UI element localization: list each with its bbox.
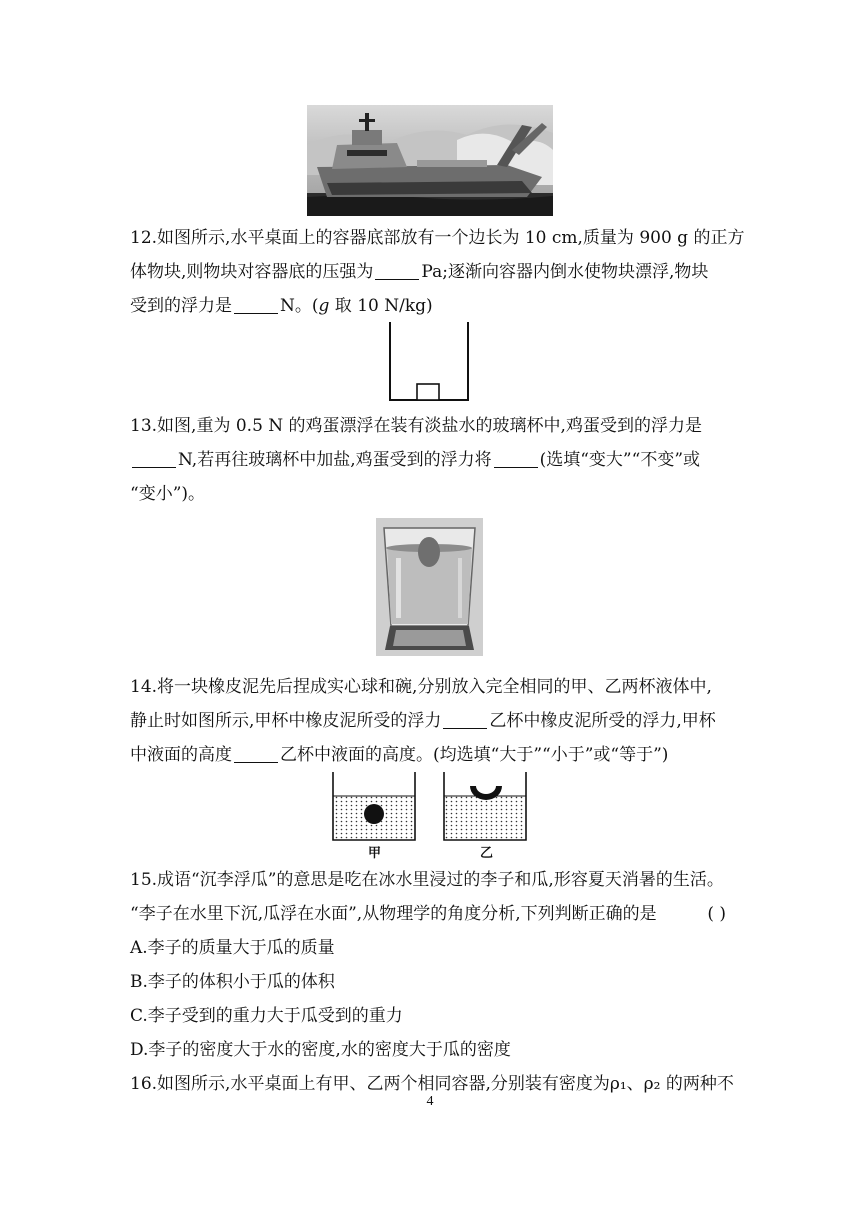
q15-line1: 15.成语“沉李浮瓜”的意思是吃在冰水里浸过的李子和瓜,形容夏天消暑的生活。 [130, 870, 724, 890]
cup-label-left: 甲 [368, 846, 382, 861]
q12-line3-text-b: N。( [280, 296, 319, 316]
answer-blank [234, 293, 278, 314]
q12-line3 [130, 289, 732, 323]
answer-blank [375, 259, 419, 280]
q15-option-c: C.李子受到的重力大于瓜受到的重力 [130, 1006, 403, 1026]
q15-option-a: A.李子的质量大于瓜的质量 [130, 938, 335, 958]
q14-line2-text-a: 静止时如图所示,甲杯中橡皮泥所受的浮力 [130, 711, 442, 731]
g-symbol: g [318, 296, 330, 316]
container-with-block-figure [385, 322, 475, 404]
q12-line3-text-c: 取 10 N/kg) [329, 296, 433, 316]
q13-line2-text-a: N,若再往玻璃杯中加盐,鸡蛋受到的浮力将 [178, 450, 492, 470]
q12-line1: 12.如图所示,水平桌面上的容器底部放有一个边长为 10 cm,质量为 900 g 的正方 [130, 228, 745, 248]
q12-line2-text-a: 体物块,则物块对容器底的压强为 [130, 262, 374, 282]
two-cups-figure [330, 772, 530, 862]
q14-line2 [130, 704, 732, 738]
answer-blank [234, 742, 278, 763]
answer-blank [443, 708, 487, 729]
q12-line2 [130, 255, 732, 289]
q16-line1: 16.如图所示,水平桌面上有甲、乙两个相同容器,分别装有密度为ρ₁、ρ₂ 的两种不 [130, 1074, 734, 1094]
q14-line3-text-a: 中液面的高度 [130, 745, 232, 765]
answer-bracket: ( ) [707, 904, 726, 924]
q14-line3 [130, 738, 732, 772]
ship-photo [307, 105, 553, 216]
q14-line2-text-b: 乙杯中橡皮泥所受的浮力,甲杯 [489, 711, 716, 731]
q15-option-d: D.李子的密度大于水的密度,水的密度大于瓜的密度 [130, 1040, 511, 1060]
q13-line1: 13.如图,重为 0.5 N 的鸡蛋漂浮在装有淡盐水的玻璃杯中,鸡蛋受到的浮力是 [130, 416, 702, 436]
q15-line2-text: “李子在水里下沉,瓜浮在水面”,从物理学的角度分析,下列判断正确的是 [130, 904, 657, 924]
q15-option-b: B.李子的体积小于瓜的体积 [130, 972, 335, 992]
q13-line2 [130, 443, 732, 477]
q12-line2-text-b: Pa;逐渐向容器内倒水使物块漂浮,物块 [421, 262, 709, 282]
q13-line3: “变小”)。 [130, 484, 206, 504]
q12-line3-text-a: 受到的浮力是 [130, 296, 232, 316]
q14-line1: 14.将一块橡皮泥先后捏成实心球和碗,分别放入完全相同的甲、乙两杯液体中, [130, 677, 712, 697]
answer-blank [132, 447, 176, 468]
egg-in-glass-photo [376, 518, 483, 656]
q14-line3-text-b: 乙杯中液面的高度。(均选填“大于”“小于”或“等于”) [280, 745, 669, 765]
answer-blank [494, 447, 538, 468]
q13-line2-text-b: (选填“变大”“不变”或 [539, 450, 701, 470]
page-number: 4 [426, 1094, 434, 1109]
q15-line2 [130, 897, 732, 931]
cup-label-right: 乙 [480, 846, 494, 861]
